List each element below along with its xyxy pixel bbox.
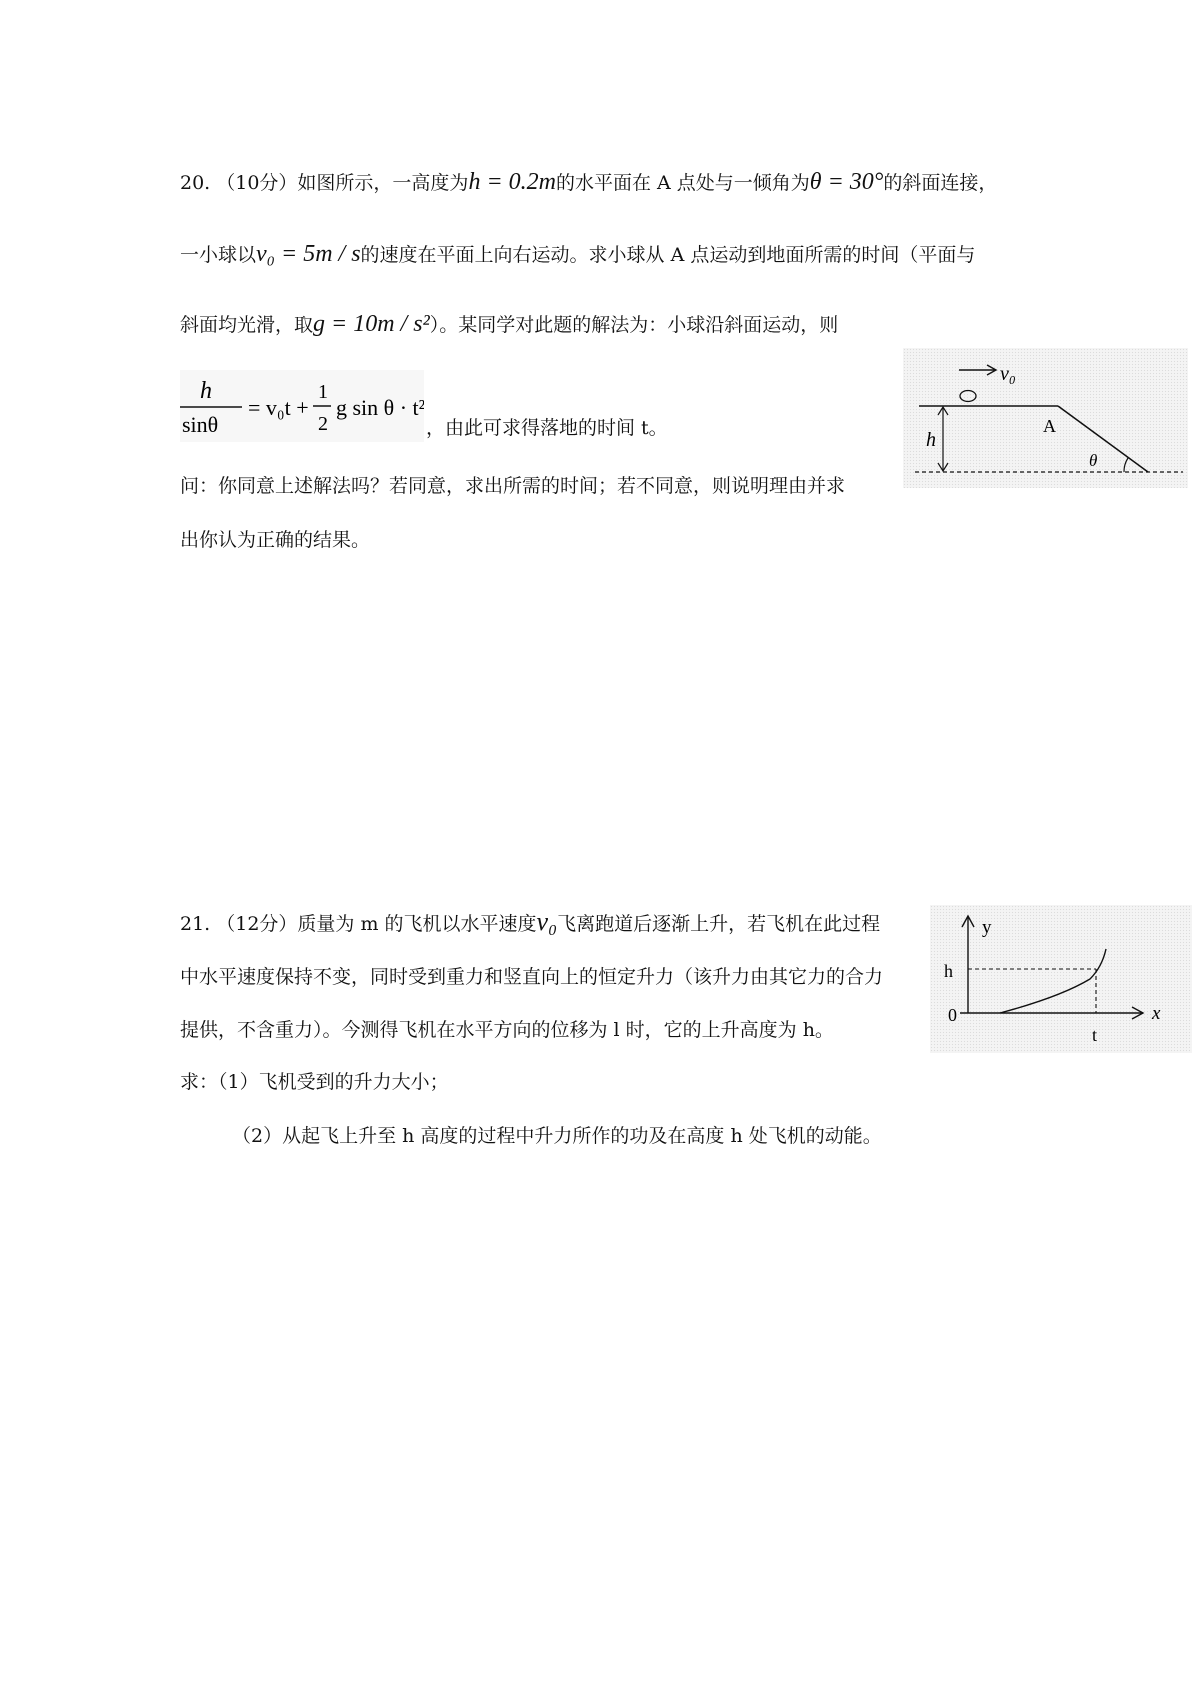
velocity-label: v₀	[1000, 363, 1016, 385]
q20-student-formula	[180, 370, 424, 442]
q20-velocity-formula: v₀ = 5m / s	[256, 241, 361, 267]
q20-text: 的速度在平面上向右运动。求小球从 A 点运动到地面所需的时间（平面与	[360, 244, 976, 266]
angle-label: θ	[1089, 451, 1098, 470]
origin-label: 0	[948, 1005, 957, 1025]
q20-question-text: 问：你同意上述解法吗？若同意，求出所需的时间；若不同意，则说明理由并求	[180, 475, 846, 497]
formula-rhs-a: = v₀t +	[248, 395, 309, 420]
q21-trajectory-figure	[930, 905, 1192, 1053]
q20-line-1	[180, 168, 997, 197]
q20-question-text-2: 出你认为正确的结果。	[180, 529, 371, 551]
h-tick-label: h	[944, 961, 953, 981]
q21-line-1	[180, 908, 880, 938]
height-label: h	[926, 429, 936, 451]
formula-half-num: 1	[318, 381, 328, 403]
formula-denominator: sinθ	[182, 412, 219, 437]
x-axis-label: x	[1152, 1003, 1161, 1024]
q21-text: 21. （12分）质量为 m 的飞机以水平速度	[180, 913, 537, 935]
q20-incline-figure	[903, 348, 1188, 488]
formula-rhs-b: g sin θ · t²	[336, 395, 424, 420]
q21-line-4: 求：（1）飞机受到的升力大小；	[180, 1071, 449, 1093]
q21-line-2: 中水平速度保持不变，同时受到重力和竖直向上的恒定升力（该升力由其它力的合力	[180, 966, 884, 988]
q20-text: 斜面均光滑，取	[180, 314, 314, 336]
q20-height-formula: h = 0.2m	[468, 169, 556, 195]
q20-line-3	[180, 310, 838, 339]
q21-line-5: （2）从起飞上升至 h 高度的过程中升力所作的功及在高度 h 处飞机的动能。	[232, 1125, 882, 1147]
q20-angle-formula: θ = 30°	[809, 169, 884, 195]
q20-text: 一小球以	[180, 244, 257, 266]
y-axis-label: y	[982, 917, 992, 938]
q20-text: 的水平面在 A 点处与一倾角为	[555, 172, 810, 194]
formula-half-den: 2	[318, 413, 328, 435]
q21-velocity-symbol: v₀	[536, 907, 558, 936]
point-a-label: A	[1043, 416, 1056, 436]
t-tick-label: t	[1092, 1025, 1098, 1045]
q20-gravity-formula: g = 10m / s²	[313, 311, 430, 337]
formula-numerator: h	[200, 378, 212, 404]
q20-text: ）。某同学对此题的解法为：小球沿斜面运动，则	[429, 314, 839, 336]
q20-line-2	[180, 240, 975, 269]
q21-text: 飞离跑道后逐渐上升，若飞机在此过程	[557, 913, 881, 935]
q21-line-3: 提供，不含重力）。今测得飞机在水平方向的位移为 l 时，它的上升高度为 h。	[180, 1019, 834, 1041]
q20-text: 20. （10分）如图所示，一高度为	[180, 172, 469, 194]
q20-text: 的斜面连接，	[883, 172, 998, 194]
q20-formula-after-text: ，由此可求得落地的时间 t。	[426, 417, 668, 439]
ball-icon	[960, 391, 976, 402]
trajectory-curve	[1000, 949, 1106, 1013]
